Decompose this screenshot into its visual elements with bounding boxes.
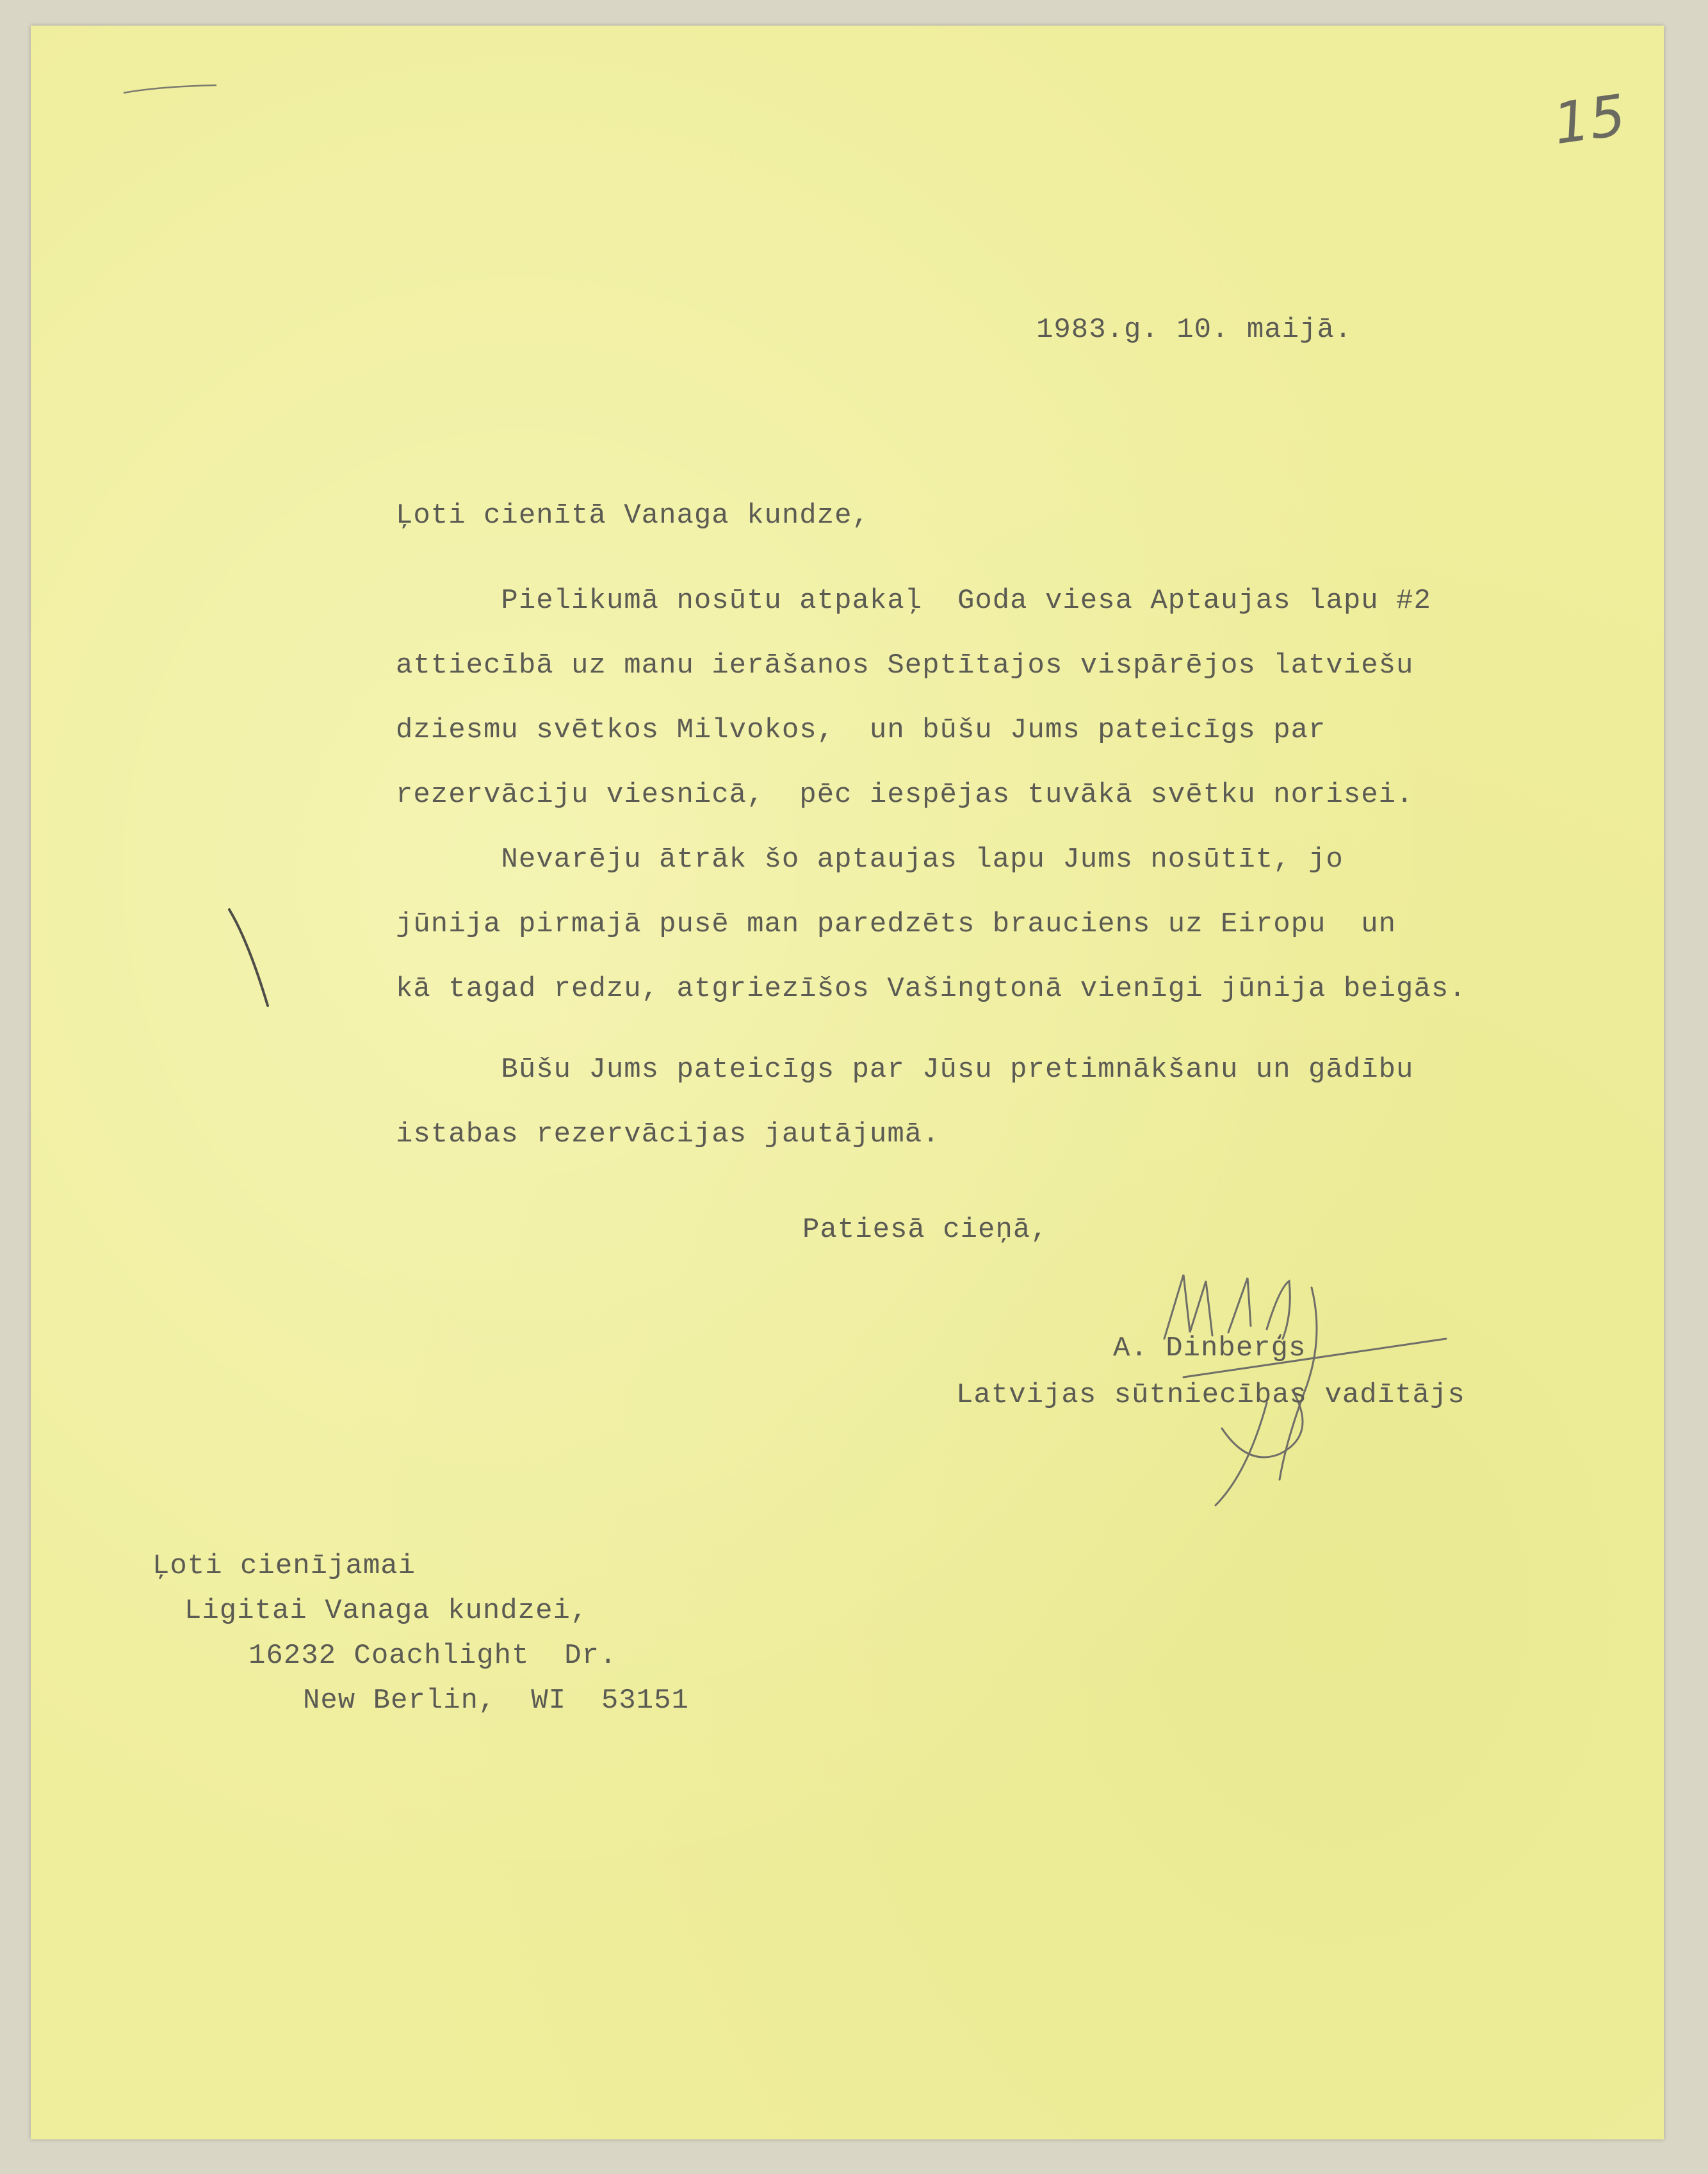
page-number: 15 [1549, 81, 1630, 158]
address-line-3: 16232 Coachlight Dr. [248, 1640, 617, 1672]
letter-page [31, 26, 1664, 2139]
closing: Patiesā cieņā, [802, 1214, 1048, 1246]
paragraph-2-line-3: kā tagad redzu, atgriezīšos Vašingtonā vienīgi jūnija beigās. [396, 973, 1467, 1005]
corner-pencil-mark [120, 80, 223, 99]
address-line-1: Ļoti cienījamai [152, 1550, 416, 1582]
paragraph-1-line-1: Pielikumā nosūtu atpakaļ Goda viesa Aptaujas lapu #2 [396, 585, 1431, 617]
salutation: Ļoti cienītā Vanaga kundze, [396, 500, 870, 532]
paragraph-1-line-2: attiecībā uz manu ierāšanos Septītajos vispārējos latviešu [396, 650, 1414, 682]
paragraph-1-line-3: dziesmu svētkos Milvokos, un būšu Jums pateicīgs par [396, 714, 1326, 746]
paragraph-3-line-2: istabas rezervācijas jautājumā. [396, 1118, 940, 1150]
paragraph-2-line-1: Nevarēju ātrāk šo aptaujas lapu Jums nosūtīt, jo [396, 844, 1344, 876]
paragraph-2-line-2: jūnija pirmajā pusē man paredzēts brauciens uz Eiropu un [396, 908, 1397, 940]
paragraph-3-line-1: Būšu Jums pateicīgs par Jūsu pretimnākšanu un gādību [396, 1054, 1414, 1086]
address-line-2: Ligitai Vanaga kundzei, [184, 1595, 589, 1627]
signer-title: Latvijas sūtniecības vadītājs [956, 1379, 1465, 1411]
margin-pencil-mark [223, 903, 281, 1012]
signer-name: A. Dinberģs [1113, 1332, 1306, 1364]
letter-date: 1983.g. 10. maijā. [1036, 314, 1353, 346]
address-line-4: New Berlin, WI 53151 [303, 1685, 689, 1717]
paragraph-1-line-4: rezervāciju viesnicā, pēc iespējas tuvākā svētku norisei. [396, 779, 1414, 811]
